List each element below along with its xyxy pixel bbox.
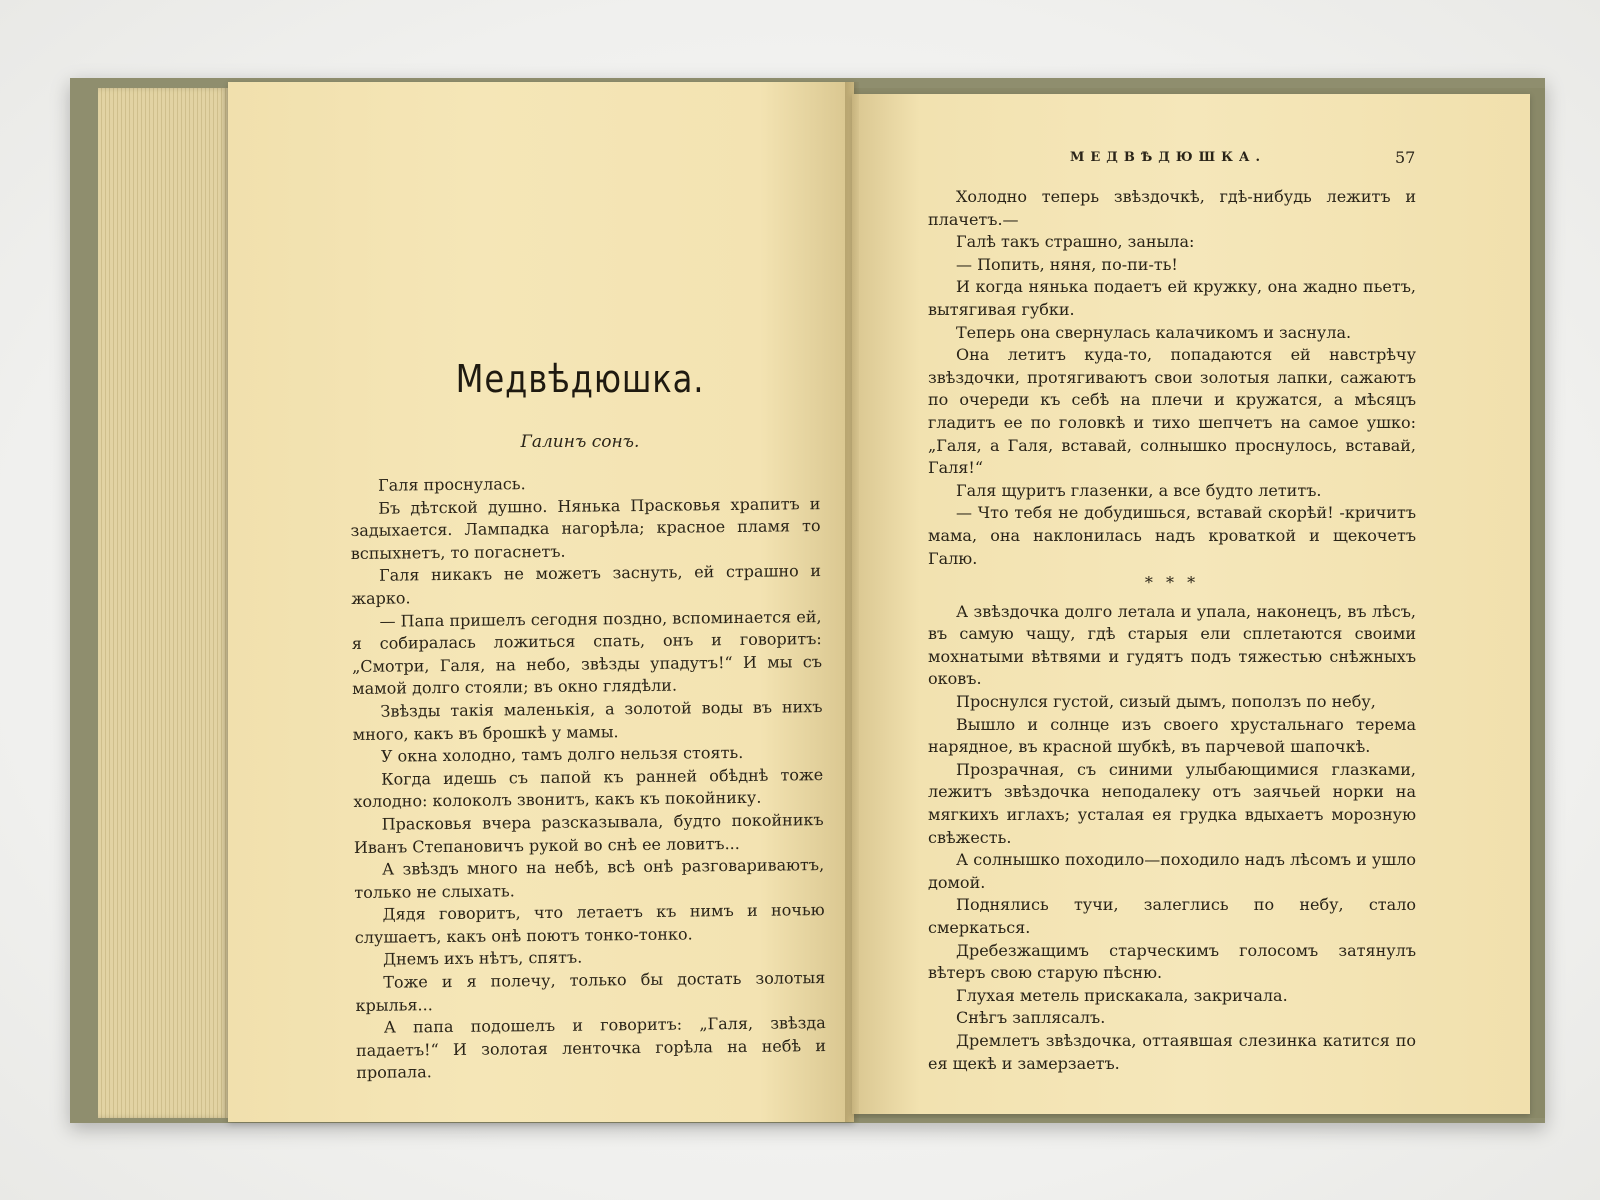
paragraph: Звѣзды такія маленькія, а золотой воды въ нихъ много, какъ въ брошкѣ у мамы. [352, 697, 823, 744]
paragraph: Глухая метель прискакала, закричала. [956, 985, 1288, 1005]
paragraph: Днемъ ихъ нѣтъ, спятъ. [382, 948, 583, 970]
paragraph: Поднялись тучи, залеглись по небу, стало смеркаться. [928, 895, 1416, 937]
paragraph: Когда идешь съ папой къ ранней обѣднѣ тоже холодно: колоколъ звонитъ, какъ къ покойнику. [353, 764, 824, 812]
paragraph: Теперь она свернулась калачикомъ и заснула. [956, 322, 1352, 342]
paragraph: Прасковья вчера разсказывала, будто покойникъ Иванъ Степановичъ рукой во снѣ ее ловитъ... [353, 809, 824, 857]
paragraph: А звѣздочка долго летала и упала, наконецъ, въ лѣсъ, въ самую чащу, гдѣ старыя ели сплетаются своими мохнатыми вѣтвями и гудятъ подъ тяжестью снѣжныхъ оковъ. [928, 601, 1416, 689]
paragraph: Дребезжащимъ старческимъ голосомъ затянулъ вѣтеръ свою старую пѣсню. [928, 940, 1416, 983]
chapter-subtitle: Галинъ сонъ. [520, 432, 640, 452]
page-edges [98, 88, 228, 1118]
paragraph: Галѣ такъ страшно, заныла: [956, 232, 1195, 252]
paragraph: И когда нянька подаетъ ей кружку, она жадно пьетъ, вытягивая губки. [928, 277, 1416, 319]
paragraph: Она летитъ куда-то, попадаются ей навстрѣчу звѣздочки, протягиваютъ свои золотыя лапки, сажаютъ по очереди къ себѣ на плечи и кружатся, а мѣсяцъ гладитъ ее по головкѣ и тихо шепчетъ на самое ушко: „Галя, а Галя, вставай, солнышко проснулось, вставай, Галя!“ [928, 345, 1416, 478]
paragraph: А звѣздъ много на небѣ, всѣ онѣ разговариваютъ, только не слыхать. [354, 855, 825, 902]
paragraph: Бъ дѣтской душно. Нянька Прасковья храпитъ и задыхается. Лампадка нагорѣла; красное пламя то вспыхнетъ, то погаснетъ. [350, 493, 821, 563]
section-separator: * * * [1144, 573, 1200, 593]
paragraph: У окна холодно, тамъ долго нельзя стоять. [380, 743, 744, 766]
paragraph: — Папа пришелъ сегодня поздно, вспоминается ей, я собиралась ложиться спать, онъ и говоритъ: „Смотри, Галя, на небо, звѣзды упадутъ!“ И мы съ мамой долго стояли; въ окно глядѣли. [351, 606, 823, 699]
running-head: МЕДВѢДЮШКА. [1070, 150, 1267, 165]
right-page-text [928, 186, 1416, 1075]
paragraph: Проснулся густой, сизый дымъ, поползъ по небу, [956, 692, 1376, 712]
paragraph: — Попить, няня, по-пи-ть! [956, 254, 1178, 274]
paragraph: А папа подошелъ и говоритъ: „Галя, звѣзда падаетъ!“ И золотая ленточка горѣла на небѣ и пропала. [355, 1013, 827, 1083]
paragraph: Дремлетъ звѣздочка, оттаявшая слезинка катится по ея щекѣ и замерзаетъ. [928, 1030, 1416, 1073]
paragraph: Вышло и солнце изъ своего хрустальнаго терема нарядное, въ красной шубкѣ, въ парчевой шапочкѣ. [928, 714, 1416, 757]
paragraph: Тоже и я полечу, только бы достать золотыя крылья... [355, 968, 826, 1015]
paragraph: Галя щуритъ глазенки, а все будто летитъ. [956, 480, 1322, 500]
paragraph: Галя проснулась. [378, 474, 526, 495]
book-gutter [845, 82, 859, 1122]
left-page-text [350, 470, 826, 1085]
paragraph: — Что тебя не добудишься, вставай скорѣй! -кричитъ мама, она наклонилась надъ кроваткой и щекочетъ Галю. [928, 503, 1416, 568]
paragraph: Дядя говоритъ, что летаетъ къ нимъ и ночью слушаетъ, какъ онѣ поютъ тонко-тонко. [354, 900, 825, 947]
page-number: 57 [1395, 148, 1416, 167]
paragraph: Прозрачная, съ синими улыбающимися глазками, лежитъ звѣздочка неподалеку отъ заячьей норки на мягкихъ иглахъ; усталая ея грудка вдыхаетъ морозную свѣжесть. [928, 759, 1416, 847]
paragraph: Снѣгъ заплясалъ. [956, 1008, 1106, 1028]
paragraph: Галя никакъ не можетъ заснуть, ей страшно и жарко. [351, 561, 822, 608]
paragraph: А солнышко походило—походило надъ лѣсомъ и ушло домой. [928, 850, 1416, 892]
paragraph: Холодно теперь звѣздочкѣ, гдѣ-нибудь лежитъ и плачетъ.— [928, 187, 1416, 229]
chapter-title: Медвѣдюшка. [455, 357, 705, 401]
